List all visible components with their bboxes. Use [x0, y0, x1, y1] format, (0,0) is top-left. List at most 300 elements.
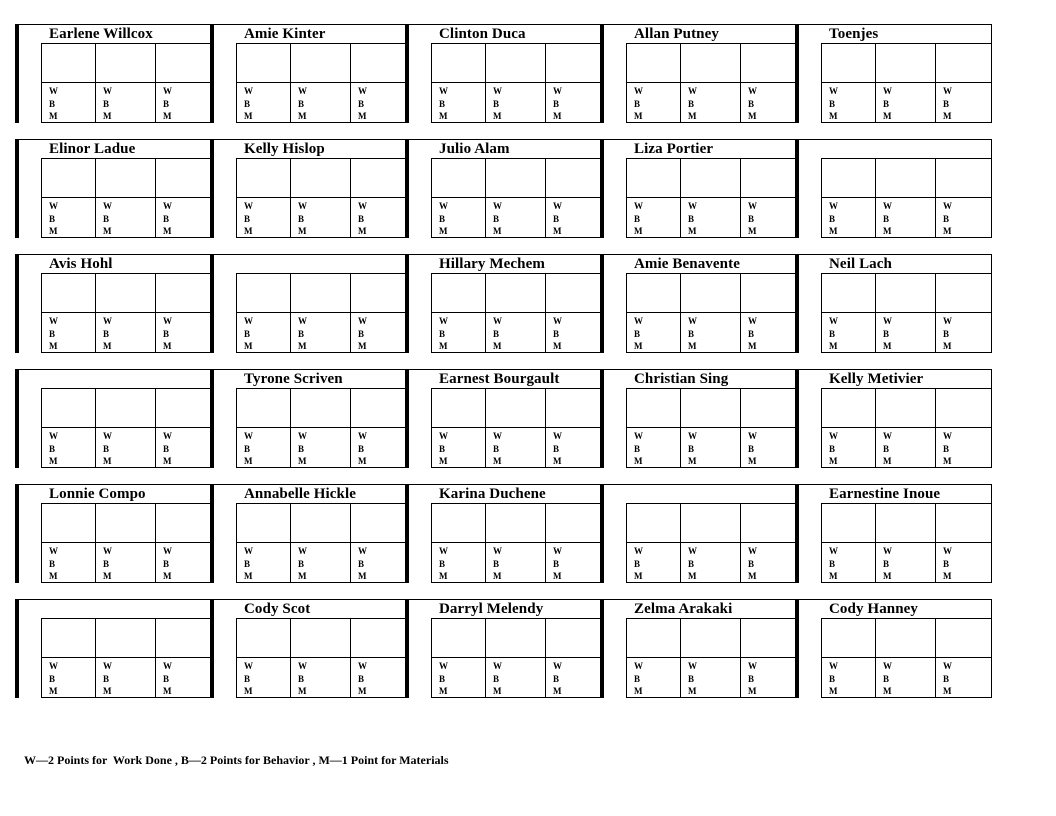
score-letter: W: [49, 86, 58, 96]
box-divider: [432, 312, 485, 313]
score-box[interactable]: [431, 503, 485, 583]
score-letter: W: [943, 661, 952, 671]
score-letter: B: [298, 98, 305, 109]
score-box[interactable]: [821, 43, 875, 123]
score-letter: M: [439, 341, 448, 351]
score-letter: B: [163, 328, 170, 339]
score-letters: [829, 85, 838, 123]
score-letter: W: [943, 201, 952, 211]
score-letter: W: [943, 546, 952, 556]
score-letter: B: [748, 558, 755, 569]
score-letters: [358, 200, 367, 238]
score-box[interactable]: [875, 503, 935, 583]
score-letter: B: [829, 98, 836, 109]
score-box[interactable]: [935, 158, 992, 238]
score-letter: M: [49, 686, 58, 696]
student-seat: [797, 484, 992, 583]
name-header: [407, 254, 602, 274]
box-divider: [351, 197, 406, 198]
score-letter: B: [553, 443, 560, 454]
student-seat: [17, 254, 212, 353]
name-header: [407, 139, 602, 159]
score-box[interactable]: [290, 273, 350, 353]
score-box[interactable]: [740, 618, 797, 698]
score-box[interactable]: [155, 273, 212, 353]
score-box[interactable]: [350, 158, 407, 238]
score-grid: [236, 43, 407, 123]
box-divider: [876, 312, 935, 313]
name-header: [212, 484, 407, 504]
score-letters: [163, 200, 172, 238]
score-letters: [298, 660, 307, 698]
score-letter: B: [943, 98, 950, 109]
score-grid: [431, 503, 602, 583]
student-name: Zelma Arakaki: [634, 601, 733, 617]
score-letter: B: [298, 213, 305, 224]
score-box[interactable]: [95, 43, 155, 123]
score-box[interactable]: [485, 158, 545, 238]
score-letter: B: [493, 673, 500, 684]
score-letter: M: [829, 571, 838, 581]
score-letter: B: [493, 328, 500, 339]
score-box[interactable]: [41, 43, 95, 123]
score-letter: W: [829, 86, 838, 96]
score-box[interactable]: [95, 503, 155, 583]
score-letter: M: [553, 111, 562, 121]
score-box[interactable]: [626, 273, 680, 353]
score-box[interactable]: [545, 43, 602, 123]
score-box[interactable]: [875, 388, 935, 468]
score-box[interactable]: [290, 503, 350, 583]
score-box[interactable]: [821, 158, 875, 238]
seat-row: [17, 254, 992, 353]
score-box[interactable]: [485, 618, 545, 698]
score-letter: W: [358, 661, 367, 671]
box-divider: [741, 542, 796, 543]
student-seat: [407, 484, 602, 583]
box-divider: [876, 82, 935, 83]
score-letter: B: [943, 673, 950, 684]
box-divider: [822, 657, 875, 658]
score-letters: [103, 85, 112, 123]
score-letter: W: [688, 316, 697, 326]
score-box[interactable]: [821, 503, 875, 583]
score-box[interactable]: [290, 618, 350, 698]
score-box[interactable]: [290, 158, 350, 238]
score-box[interactable]: [821, 388, 875, 468]
name-header: [797, 369, 992, 389]
score-letter: M: [298, 226, 307, 236]
score-box[interactable]: [41, 273, 95, 353]
score-letters: [829, 545, 838, 583]
score-letters: [883, 85, 892, 123]
score-letter: B: [748, 673, 755, 684]
score-letter: M: [298, 341, 307, 351]
score-letter: W: [298, 431, 307, 441]
score-letters: [244, 430, 253, 468]
student-name: Kelly Metivier: [829, 371, 924, 387]
box-divider: [42, 82, 95, 83]
box-divider: [237, 312, 290, 313]
score-grid: [41, 158, 212, 238]
score-letter: W: [688, 546, 697, 556]
score-letter: M: [49, 571, 58, 581]
score-letters: [634, 545, 643, 583]
score-letters: [298, 315, 307, 353]
score-letter: M: [358, 341, 367, 351]
box-divider: [96, 82, 155, 83]
score-letter: M: [439, 111, 448, 121]
score-grid: [236, 158, 407, 238]
score-letter: M: [553, 456, 562, 466]
score-box[interactable]: [821, 273, 875, 353]
score-box[interactable]: [740, 273, 797, 353]
student-seat: [602, 139, 797, 238]
score-box[interactable]: [431, 158, 485, 238]
score-letter: W: [634, 201, 643, 211]
student-name: Avis Hohl: [49, 256, 113, 272]
student-name: Tyrone Scriven: [244, 371, 343, 387]
score-letter: B: [298, 328, 305, 339]
score-box[interactable]: [680, 503, 740, 583]
score-box[interactable]: [740, 503, 797, 583]
box-divider: [96, 657, 155, 658]
score-box[interactable]: [155, 618, 212, 698]
box-divider: [936, 197, 991, 198]
score-box[interactable]: [740, 43, 797, 123]
score-letter: W: [439, 86, 448, 96]
score-letter: W: [244, 86, 253, 96]
score-letter: B: [688, 213, 695, 224]
score-letters: [163, 315, 172, 353]
box-divider: [546, 312, 601, 313]
score-box[interactable]: [95, 618, 155, 698]
box-divider: [486, 82, 545, 83]
name-header: [797, 599, 992, 619]
box-divider: [96, 427, 155, 428]
student-seat: [212, 139, 407, 238]
score-letter: B: [439, 328, 446, 339]
box-divider: [156, 312, 211, 313]
score-box[interactable]: [431, 388, 485, 468]
box-divider: [42, 427, 95, 428]
score-grid: [821, 503, 992, 583]
score-letter: M: [553, 686, 562, 696]
score-box[interactable]: [485, 43, 545, 123]
score-letter: M: [244, 686, 253, 696]
score-letter: B: [358, 558, 365, 569]
score-letter: W: [748, 316, 757, 326]
score-box[interactable]: [350, 503, 407, 583]
score-box[interactable]: [155, 158, 212, 238]
score-letter: B: [244, 98, 251, 109]
score-letter: W: [829, 661, 838, 671]
score-letter: M: [358, 111, 367, 121]
score-box[interactable]: [740, 388, 797, 468]
score-letter: B: [883, 213, 890, 224]
score-box[interactable]: [350, 43, 407, 123]
score-letter: M: [553, 226, 562, 236]
score-box[interactable]: [875, 618, 935, 698]
score-box[interactable]: [935, 388, 992, 468]
score-box[interactable]: [290, 43, 350, 123]
score-box[interactable]: [236, 273, 290, 353]
score-letters: [298, 430, 307, 468]
box-divider: [42, 657, 95, 658]
score-letters: [943, 545, 952, 583]
student-seat: [602, 599, 797, 698]
score-box[interactable]: [95, 273, 155, 353]
student-seat: [602, 24, 797, 123]
score-letters: [493, 315, 502, 353]
score-box[interactable]: [431, 618, 485, 698]
score-letter: M: [883, 571, 892, 581]
score-letter: M: [163, 686, 172, 696]
score-letters: [688, 660, 697, 698]
student-name: Julio Alam: [439, 141, 510, 157]
student-name: Toenjes: [829, 26, 879, 42]
score-box[interactable]: [485, 503, 545, 583]
score-box[interactable]: [155, 43, 212, 123]
score-letter: W: [298, 86, 307, 96]
score-box[interactable]: [935, 273, 992, 353]
score-letters: [244, 545, 253, 583]
score-letter: M: [634, 456, 643, 466]
student-seat: [602, 484, 797, 583]
score-letters: [829, 200, 838, 238]
box-divider: [546, 82, 601, 83]
score-letter: W: [163, 661, 172, 671]
box-divider: [351, 82, 406, 83]
score-letter: B: [103, 558, 110, 569]
score-box[interactable]: [485, 388, 545, 468]
score-letter: W: [493, 431, 502, 441]
box-divider: [291, 427, 350, 428]
score-letter: M: [748, 341, 757, 351]
score-letter: M: [358, 456, 367, 466]
score-letter: W: [298, 201, 307, 211]
score-box[interactable]: [431, 43, 485, 123]
score-box[interactable]: [41, 388, 95, 468]
score-letters: [634, 85, 643, 123]
score-letters: [943, 85, 952, 123]
student-seat: [797, 599, 992, 698]
score-box[interactable]: [545, 158, 602, 238]
box-divider: [876, 542, 935, 543]
score-letter: W: [49, 201, 58, 211]
score-box[interactable]: [875, 43, 935, 123]
score-letter: B: [298, 443, 305, 454]
score-letters: [439, 315, 448, 353]
score-letter: W: [883, 431, 892, 441]
score-letter: B: [688, 98, 695, 109]
score-letter: M: [688, 571, 697, 581]
score-box[interactable]: [41, 158, 95, 238]
name-header: [797, 484, 992, 504]
score-letter: W: [49, 431, 58, 441]
student-name: Kelly Hislop: [244, 141, 325, 157]
student-seat: [17, 369, 212, 468]
score-letters: [49, 85, 58, 123]
box-divider: [156, 657, 211, 658]
box-divider: [432, 427, 485, 428]
score-letter: B: [553, 673, 560, 684]
score-box[interactable]: [236, 43, 290, 123]
score-box[interactable]: [875, 158, 935, 238]
score-letters: [49, 660, 58, 698]
score-letter: M: [103, 226, 112, 236]
score-box[interactable]: [155, 503, 212, 583]
score-letters: [748, 660, 757, 698]
score-letter: W: [748, 86, 757, 96]
box-divider: [741, 427, 796, 428]
score-letter: W: [493, 201, 502, 211]
score-letter: M: [943, 571, 952, 581]
score-letter: B: [163, 213, 170, 224]
box-divider: [741, 197, 796, 198]
score-letter: B: [553, 328, 560, 339]
score-box[interactable]: [680, 43, 740, 123]
score-box[interactable]: [545, 388, 602, 468]
score-box[interactable]: [545, 503, 602, 583]
score-box[interactable]: [626, 503, 680, 583]
score-box[interactable]: [350, 388, 407, 468]
score-box[interactable]: [350, 273, 407, 353]
box-divider: [876, 427, 935, 428]
box-divider: [42, 197, 95, 198]
score-box[interactable]: [626, 618, 680, 698]
score-box[interactable]: [680, 388, 740, 468]
student-seat: [797, 24, 992, 123]
score-letters: [244, 660, 253, 698]
score-letter: W: [163, 546, 172, 556]
score-box[interactable]: [485, 273, 545, 353]
score-box[interactable]: [626, 158, 680, 238]
score-letters: [103, 660, 112, 698]
score-box[interactable]: [155, 388, 212, 468]
score-box[interactable]: [935, 618, 992, 698]
score-letter: B: [163, 443, 170, 454]
score-letter: W: [493, 661, 502, 671]
score-box[interactable]: [680, 273, 740, 353]
score-box[interactable]: [680, 618, 740, 698]
name-header: [407, 599, 602, 619]
score-box[interactable]: [935, 503, 992, 583]
score-letter: B: [943, 213, 950, 224]
score-box[interactable]: [431, 273, 485, 353]
score-grid: [236, 273, 407, 353]
score-letter: W: [883, 546, 892, 556]
score-box[interactable]: [95, 158, 155, 238]
score-letter: W: [553, 86, 562, 96]
score-letter: M: [688, 686, 697, 696]
box-divider: [351, 657, 406, 658]
score-box[interactable]: [545, 273, 602, 353]
score-letters: [829, 430, 838, 468]
score-letter: B: [829, 328, 836, 339]
score-letter: B: [358, 328, 365, 339]
score-grid: [821, 273, 992, 353]
name-header: [602, 254, 797, 274]
score-box[interactable]: [545, 618, 602, 698]
score-letter: W: [163, 201, 172, 211]
student-seat: [407, 24, 602, 123]
box-divider: [42, 312, 95, 313]
score-letters: [634, 430, 643, 468]
box-divider: [351, 542, 406, 543]
score-box[interactable]: [626, 43, 680, 123]
score-letter: B: [883, 328, 890, 339]
score-letter: M: [298, 111, 307, 121]
score-letters: [943, 315, 952, 353]
score-box[interactable]: [236, 503, 290, 583]
score-letters: [493, 200, 502, 238]
score-box[interactable]: [41, 618, 95, 698]
score-letter: M: [688, 456, 697, 466]
score-letter: W: [943, 316, 952, 326]
score-letter: M: [103, 686, 112, 696]
score-letters: [943, 200, 952, 238]
score-letter: W: [49, 546, 58, 556]
score-letter: W: [298, 546, 307, 556]
score-letter: W: [439, 661, 448, 671]
score-letter: B: [163, 98, 170, 109]
student-seat: [212, 254, 407, 353]
score-letter: B: [439, 443, 446, 454]
score-letters: [439, 545, 448, 583]
box-divider: [96, 542, 155, 543]
score-box[interactable]: [740, 158, 797, 238]
score-letter: W: [748, 661, 757, 671]
score-box[interactable]: [680, 158, 740, 238]
score-box[interactable]: [626, 388, 680, 468]
score-letter: M: [163, 456, 172, 466]
score-box[interactable]: [350, 618, 407, 698]
score-letters: [553, 545, 562, 583]
box-divider: [936, 542, 991, 543]
score-letter: W: [358, 546, 367, 556]
score-box[interactable]: [875, 273, 935, 353]
score-letters: [244, 315, 253, 353]
name-header: [17, 254, 212, 274]
score-box[interactable]: [236, 618, 290, 698]
score-letter: W: [883, 201, 892, 211]
score-letters: [244, 85, 253, 123]
score-box[interactable]: [290, 388, 350, 468]
score-letter: M: [634, 686, 643, 696]
score-grid: [431, 43, 602, 123]
box-divider: [681, 197, 740, 198]
score-letters: [883, 545, 892, 583]
score-box[interactable]: [95, 388, 155, 468]
box-divider: [546, 542, 601, 543]
score-letter: W: [883, 86, 892, 96]
score-letters: [883, 660, 892, 698]
name-header: [602, 24, 797, 44]
score-box[interactable]: [41, 503, 95, 583]
score-letter: M: [943, 111, 952, 121]
score-letter: M: [439, 456, 448, 466]
score-letter: M: [49, 341, 58, 351]
score-box[interactable]: [236, 388, 290, 468]
score-box[interactable]: [236, 158, 290, 238]
score-letter: M: [358, 226, 367, 236]
score-box[interactable]: [935, 43, 992, 123]
score-letters: [439, 200, 448, 238]
score-grid: [821, 43, 992, 123]
score-box[interactable]: [821, 618, 875, 698]
score-letter: B: [493, 443, 500, 454]
